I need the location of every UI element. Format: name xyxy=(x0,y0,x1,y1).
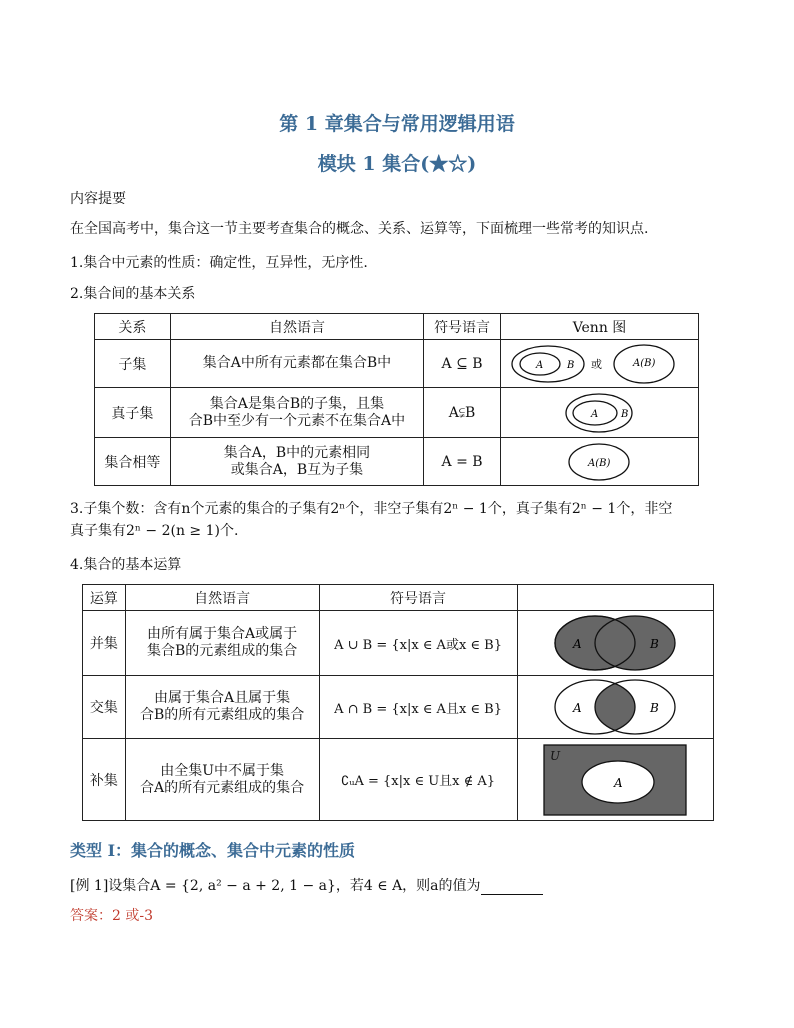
svg-text:A(B): A(B) xyxy=(588,457,611,469)
rel-symbol: A = B xyxy=(424,438,501,486)
section-heading-type1: 类型 I：集合的概念、集合中元素的性质 xyxy=(70,841,356,860)
svg-text:U: U xyxy=(550,748,561,763)
venn-union xyxy=(517,611,713,676)
op-header-natural: 自然语言 xyxy=(125,585,319,611)
svg-text:A: A xyxy=(573,637,582,651)
op-symbol: ∁ᵤA = {x|x ∈ U且x ∉ A} xyxy=(319,739,517,821)
rel-symbol: A⫋B xyxy=(424,388,501,438)
op-name: 补集 xyxy=(83,739,126,821)
rel-name: 集合相等 xyxy=(95,438,171,486)
table-row xyxy=(83,611,714,676)
op-natural: 由所有属于集合A或属于 集合B的元素组成的集合 xyxy=(125,611,319,676)
svg-text:B: B xyxy=(650,701,660,715)
point-4: 4.集合的基本运算 xyxy=(70,557,182,573)
table-row xyxy=(83,739,714,821)
svg-text:或: 或 xyxy=(591,357,603,371)
rel-natural: 集合A中所有元素都在集合B中 xyxy=(170,340,423,388)
op-header-symbol: 符号语言 xyxy=(319,585,517,611)
example-1: [例 1]设集合A = {2, a² − a + 2, 1 − a}，若4 ∈ A，则a的值为 xyxy=(70,875,543,895)
rel-header-natural: 自然语言 xyxy=(170,314,423,340)
svg-text:A: A xyxy=(573,701,582,715)
op-header-op: 运算 xyxy=(83,585,126,611)
svg-text:A: A xyxy=(614,775,623,790)
svg-text:B: B xyxy=(650,637,660,651)
op-header-venn xyxy=(517,585,713,611)
answer-blank xyxy=(481,880,543,895)
rel-name: 子集 xyxy=(95,340,171,388)
venn-proper-subset xyxy=(500,388,698,438)
chapter-title: 第 1 章集合与常用逻辑用语 xyxy=(279,113,515,135)
operations-table xyxy=(82,584,714,821)
op-natural: 由全集U中不属于集 合A的所有元素组成的集合 xyxy=(125,739,319,821)
rel-symbol: A ⊆ B xyxy=(424,340,501,388)
rel-natural: 集合A是集合B的子集，且集 合B中至少有一个元素不在集合A中 xyxy=(170,388,423,438)
point-2: 2.集合间的基本关系 xyxy=(70,286,196,302)
rel-header-symbol: 符号语言 xyxy=(424,314,501,340)
svg-text:B: B xyxy=(621,408,629,420)
point-3: 3.子集个数：含有n个元素的集合的子集有2ⁿ个，非空子集有2ⁿ − 1个，真子集有2ⁿ − 1个，非空 真子集有2ⁿ − 2(n ≥ 1)个. xyxy=(70,501,673,539)
svg-text:A(B): A(B) xyxy=(633,357,656,369)
intro-heading: 内容提要 xyxy=(70,191,126,207)
rel-header-venn: Venn 图 xyxy=(500,314,698,340)
svg-text:A: A xyxy=(536,359,544,371)
rel-header-relation: 关系 xyxy=(95,314,171,340)
table-row xyxy=(95,438,699,486)
intro-summary: 在全国高考中，集合这一节主要考查集合的概念、关系、运算等，下面梳理一些常考的知识点. xyxy=(70,221,649,237)
venn-equal xyxy=(500,438,698,486)
svg-text:A: A xyxy=(591,408,599,420)
rel-natural: 集合A，B中的元素相同 或集合A，B互为子集 xyxy=(170,438,423,486)
point-1: 1.集合中元素的性质：确定性，互异性，无序性. xyxy=(70,255,368,271)
venn-intersection xyxy=(517,676,713,739)
venn-subset xyxy=(500,340,698,388)
op-natural: 由属于集合A且属于集 合B的所有元素组成的集合 xyxy=(125,676,319,739)
table-row xyxy=(95,388,699,438)
rel-name: 真子集 xyxy=(95,388,171,438)
op-name: 交集 xyxy=(83,676,126,739)
op-symbol: A ∩ B = {x|x ∈ A且x ∈ B} xyxy=(319,676,517,739)
table-row xyxy=(83,676,714,739)
svg-text:B: B xyxy=(567,359,575,371)
op-name: 并集 xyxy=(83,611,126,676)
answer-text: 答案：2 或-3 xyxy=(70,908,153,924)
table-row xyxy=(95,340,699,388)
relations-table xyxy=(94,313,699,486)
op-symbol: A ∪ B = {x|x ∈ A或x ∈ B} xyxy=(319,611,517,676)
venn-complement xyxy=(517,739,713,821)
module-title: 模块 1 集合(★☆) xyxy=(317,153,477,175)
